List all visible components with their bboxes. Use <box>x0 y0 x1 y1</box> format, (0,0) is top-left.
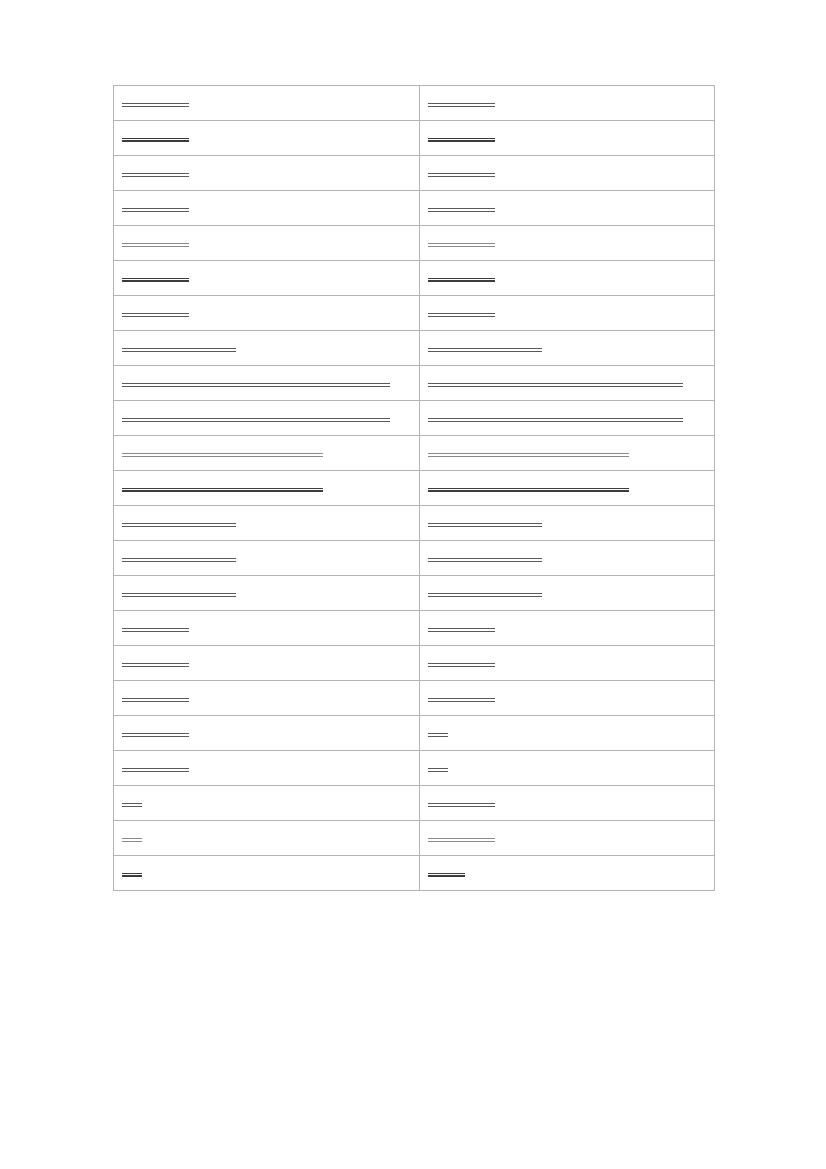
table-cell-right <box>420 191 715 226</box>
table-row <box>114 296 715 331</box>
table-cell-right <box>420 366 715 401</box>
redacted-text-mark <box>122 488 323 492</box>
redacted-text-mark <box>122 628 189 632</box>
table-cell-left <box>114 576 420 611</box>
table-cell-left <box>114 156 420 191</box>
table-cell-left <box>114 401 420 436</box>
table-cell-right <box>420 436 715 471</box>
redacted-text-mark <box>122 173 189 177</box>
table-cell-left <box>114 856 420 891</box>
table-cell-right <box>420 681 715 716</box>
table-cell-left <box>114 541 420 576</box>
redacted-text-mark <box>428 768 448 772</box>
redacted-text-mark <box>428 243 495 247</box>
redacted-text-mark <box>122 243 189 247</box>
redacted-text-mark <box>122 663 189 667</box>
redacted-text-mark <box>428 418 683 422</box>
redacted-text-mark <box>122 103 189 107</box>
redacted-text-mark <box>428 278 495 282</box>
table-row <box>114 191 715 226</box>
table-cell-right <box>420 716 715 751</box>
table-row <box>114 226 715 261</box>
table-row <box>114 541 715 576</box>
table-cell-left <box>114 296 420 331</box>
table-cell-right <box>420 751 715 786</box>
table-cell-left <box>114 681 420 716</box>
table-row <box>114 506 715 541</box>
table-cell-right <box>420 296 715 331</box>
table-cell-right <box>420 226 715 261</box>
table-row <box>114 786 715 821</box>
table-row <box>114 366 715 401</box>
table-row <box>114 611 715 646</box>
table-cell-left <box>114 331 420 366</box>
table-cell-right <box>420 821 715 856</box>
redacted-text-mark <box>428 208 495 212</box>
redacted-text-mark <box>122 593 236 597</box>
redacted-table <box>113 85 715 891</box>
redacted-text-mark <box>428 348 542 352</box>
table-row <box>114 821 715 856</box>
redacted-text-mark <box>428 453 629 457</box>
table-row <box>114 681 715 716</box>
redacted-text-mark <box>122 383 390 387</box>
table-cell-right <box>420 646 715 681</box>
redacted-text-mark <box>428 663 495 667</box>
redacted-text-mark <box>428 383 683 387</box>
redacted-text-mark <box>428 103 495 107</box>
redacted-text-mark <box>428 838 495 842</box>
redacted-text-mark <box>122 768 189 772</box>
table-cell-right <box>420 506 715 541</box>
redacted-text-mark <box>428 313 495 317</box>
table-cell-left <box>114 506 420 541</box>
table-cell-right <box>420 121 715 156</box>
redacted-text-mark <box>122 313 189 317</box>
table-cell-right <box>420 471 715 506</box>
redacted-text-mark <box>428 138 495 142</box>
redacted-text-mark <box>122 838 142 842</box>
table-cell-right <box>420 611 715 646</box>
redacted-text-mark <box>122 348 236 352</box>
redacted-text-mark <box>122 208 189 212</box>
table-row <box>114 856 715 891</box>
redacted-text-mark <box>428 173 495 177</box>
redacted-text-mark <box>428 628 495 632</box>
table-cell-right <box>420 86 715 121</box>
table-row <box>114 716 715 751</box>
redacted-text-mark <box>122 523 236 527</box>
redacted-text-mark <box>428 698 495 702</box>
table-cell-left <box>114 786 420 821</box>
table-cell-left <box>114 226 420 261</box>
table-row <box>114 436 715 471</box>
redacted-text-mark <box>122 733 189 737</box>
redacted-text-mark <box>428 803 495 807</box>
redacted-text-mark <box>122 558 236 562</box>
redacted-text-mark <box>428 523 542 527</box>
table-cell-left <box>114 646 420 681</box>
table-row <box>114 576 715 611</box>
table-row <box>114 401 715 436</box>
table-cell-left <box>114 821 420 856</box>
table-cell-left <box>114 261 420 296</box>
table-cell-right <box>420 331 715 366</box>
table-row <box>114 156 715 191</box>
redacted-text-mark <box>122 698 189 702</box>
table-row <box>114 751 715 786</box>
table-cell-left <box>114 191 420 226</box>
table-row <box>114 86 715 121</box>
table-cell-left <box>114 716 420 751</box>
table-cell-right <box>420 541 715 576</box>
redacted-text-mark <box>122 803 142 807</box>
table-cell-left <box>114 471 420 506</box>
table-cell-left <box>114 121 420 156</box>
redacted-text-mark <box>122 138 189 142</box>
table-cell-right <box>420 261 715 296</box>
table-cell-right <box>420 401 715 436</box>
redacted-text-mark <box>122 873 142 877</box>
table-cell-right <box>420 786 715 821</box>
redacted-text-mark <box>428 593 542 597</box>
table-body <box>114 86 715 891</box>
redacted-text-mark <box>122 453 323 457</box>
table-cell-left <box>114 751 420 786</box>
redacted-text-mark <box>428 733 448 737</box>
table-row <box>114 261 715 296</box>
redacted-text-mark <box>428 873 465 877</box>
table-cell-left <box>114 366 420 401</box>
table-cell-left <box>114 611 420 646</box>
redacted-text-mark <box>428 558 542 562</box>
table-row <box>114 121 715 156</box>
redacted-text-mark <box>122 278 189 282</box>
table-cell-left <box>114 436 420 471</box>
table-cell-right <box>420 156 715 191</box>
table-row <box>114 331 715 366</box>
table-row <box>114 646 715 681</box>
table-row <box>114 471 715 506</box>
table-cell-right <box>420 576 715 611</box>
table-cell-left <box>114 86 420 121</box>
redacted-text-mark <box>428 488 629 492</box>
table-cell-right <box>420 856 715 891</box>
redacted-text-mark <box>122 418 390 422</box>
